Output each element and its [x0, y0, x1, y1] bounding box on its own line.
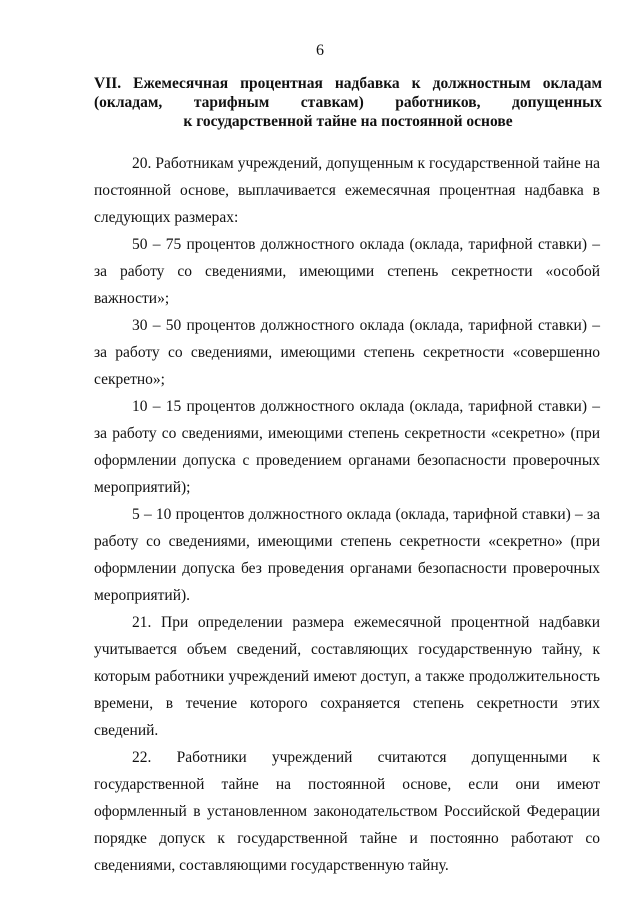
paragraph-20: 20. Работникам учреждений, допущенным к государственной тайне на постоянной основе, выплачивается ежемесячная процентная надбавка в следующих размерах:: [94, 155, 600, 226]
paragraph-rate-5-10: 5 – 10 процентов должностного оклада (оклада, тарифной ставки) – за работу со сведениями, имеющими степень секретности «секретно» (при оформлении допуска без проведения органами безопасности проверочных мероприятий).: [94, 506, 600, 604]
page-number: 6: [316, 42, 324, 59]
paragraph-rate-50-75: 50 – 75 процентов должностного оклада (оклада, тарифной ставки) – за работу со сведениями, имеющими степень секретности «особой важности»;: [94, 236, 600, 307]
document-body: [94, 150, 600, 879]
section-title-line-3: к государственной тайне на постоянной основе: [183, 113, 513, 130]
paragraph-rate-30-50: 30 – 50 процентов должностного оклада (оклада, тарифной ставки) – за работу со сведениями, имеющими степень секретности «совершенно секретно»;: [94, 317, 600, 388]
section-title-line-2: (окладам, тарифным ставкам) работников, допущенных: [94, 94, 602, 111]
paragraph-rate-10-15: 10 – 15 процентов должностного оклада (оклада, тарифной ставки) – за работу со сведениями, имеющими степень секретности «секретно» (при оформлении допуска с проведением органами безопасности проверочных мероприятий);: [94, 398, 600, 496]
paragraph-22: 22. Работники учреждений считаются допущенными к государственной тайне на постоянной основе, если они имеют оформленный в установленном законодательством Российской Федерации порядке допуск к государственной тайне и постоянно работают со сведениями, составляющими государственную тайну.: [94, 749, 600, 874]
section-title-line-1: VII. Ежемесячная процентная надбавка к должностным окладам: [94, 75, 602, 92]
paragraph-21: 21. При определении размера ежемесячной процентной надбавки учитывается объем сведений, составляющих государственную тайну, к которым работники учреждений имеют доступ, а также продолжительность времени, в течение которого сохраняется степень секретности этих сведений.: [94, 614, 600, 739]
section-heading: [94, 74, 602, 131]
